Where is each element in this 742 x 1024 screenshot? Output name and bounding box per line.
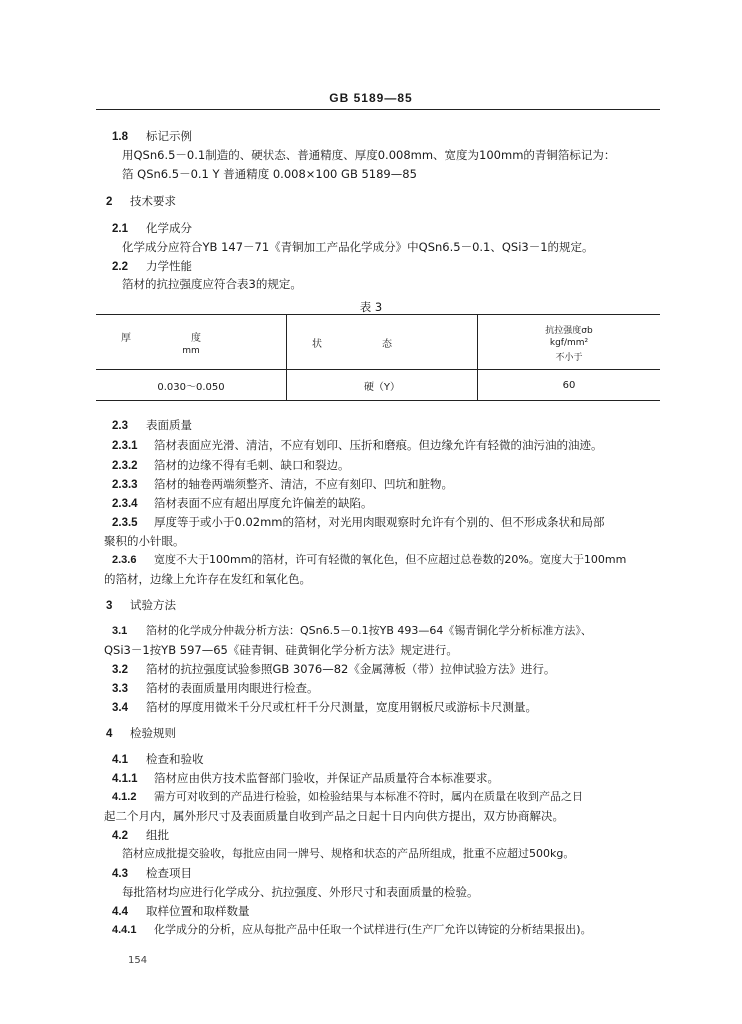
section-4-2-heading: 4.2 组批: [112, 828, 169, 842]
cell-strength: 60: [478, 370, 661, 401]
section-4-1-1: 4.1.1 箔材应由供方技术监督部门验收，并保证产品质量符合本标准要求。: [112, 771, 499, 785]
section-4-4-1: 4.4.1 化学成分的分析，应从每批产品中任取一个试样进行(生产厂允许以铸锭的分析结果报出)。: [112, 923, 592, 936]
section-2-2-heading: 2.2 力学性能: [112, 259, 192, 273]
section-2-2-text: 箔材的抗拉强度应符合表3的规定。: [122, 277, 302, 291]
section-1-8-line1: 用QSn6.5－0.1制造的、硬状态、普通精度、厚度0.008mm、宽度为100mm的青铜箔标记为：: [122, 148, 616, 162]
section-2-3-1: 2.3.1 箔材表面应光滑、清洁，不应有划印、压折和磨痕。但边缘允许有轻微的油污油的油迹。: [112, 438, 603, 452]
section-1-8-line2: 箔 QSn6.5－0.1 Y 普通精度 0.008×100 GB 5189—85: [122, 167, 417, 181]
section-4-1-2: 4.1.2 需方可对收到的产品进行检验，如检验结果与本标准不符时，属内在质量在收到产品之日: [112, 790, 583, 803]
section-3-3: 3.3 箔材的表面质量用肉眼进行检查。: [112, 681, 319, 695]
header-rule: [96, 109, 660, 110]
section-2-3-6-cont: 的箔材，边缘上允许存在发红和氧化色。: [104, 572, 311, 586]
section-2-heading: 2 技术要求: [106, 194, 176, 208]
section-3-1-cont: QSi3－1按YB 597—65《硅青铜、硅黄铜化学分析方法》规定进行。: [104, 643, 458, 657]
section-4-2-text: 箔材应成批提交验收，每批应由同一牌号、规格和状态的产品所组成，批重不应超过500kg。: [122, 847, 575, 860]
section-2-3-2: 2.3.2 箔材的边缘不得有毛刺、缺口和裂边。: [112, 458, 350, 472]
section-3-2: 3.2 箔材的抗拉强度试验参照GB 3076—82《金属薄板（带）拉伸试验方法》进行。: [112, 662, 556, 676]
table-3: [96, 314, 660, 401]
page-number: 154: [128, 955, 148, 966]
section-3-4: 3.4 箔材的厚度用微米千分尺或杠杆千分尺测量，宽度用钢板尺或游标卡尺测量。: [112, 700, 537, 714]
section-2-3-heading: 2.3 表面质量: [112, 418, 192, 432]
section-4-heading: 4 检验规则: [106, 726, 176, 740]
col-thickness-header: 厚度 mm: [96, 315, 287, 370]
section-4-3-heading: 4.3 检查项目: [112, 866, 192, 880]
table-caption: 表 3: [359, 300, 383, 314]
page-header: GB 5189—85: [329, 91, 413, 105]
col-state-header: 状态: [287, 315, 478, 370]
section-2-3-4: 2.3.4 箔材表面不应有超出厚度允许偏差的缺陷。: [112, 496, 373, 510]
section-2-3-6: 2.3.6 宽度不大于100mm的箔材，许可有轻微的氧化色，但不应超过总卷数的20%。宽度大于100mm: [112, 553, 627, 566]
section-4-3-text: 每批箔材均应进行化学成分、抗拉强度、外形尺寸和表面质量的检验。: [122, 885, 479, 899]
section-4-1-heading: 4.1 检查和验收: [112, 752, 204, 766]
section-3-1: 3.1 箔材的化学成分仲裁分析方法：QSn6.5－0.1按YB 493—64《锡青铜化学分析标准方法》、: [112, 624, 592, 637]
section-2-3-3: 2.3.3 箔材的轴卷两端须整齐、清洁，不应有刻印、凹坑和脏物。: [112, 477, 453, 491]
section-4-1-2-cont: 起二个月内，属外形尺寸及表面质量自收到产品之日起十日内向供方提出，双方协商解决。: [104, 809, 564, 823]
col-strength-header: 抗拉强度σb kgf/mm² 不小于: [478, 315, 661, 370]
section-2-3-5: 2.3.5 厚度等于或小于0.02mm的箔材，对光用肉眼观察时允许有个别的、但不形成条状和局部: [112, 515, 605, 529]
section-2-1-heading: 2.1 化学成分: [112, 221, 192, 235]
section-4-4-heading: 4.4 取样位置和取样数量: [112, 904, 250, 918]
section-3-heading: 3 试验方法: [106, 598, 176, 612]
cell-thickness: 0.030～0.050: [157, 381, 225, 393]
section-1-8-heading: 1.8 标记示例: [112, 129, 192, 143]
section-2-1-text: 化学成分应符合YB 147－71《青铜加工产品化学成分》中QSn6.5－0.1、QSi3－1的规定。: [122, 240, 594, 254]
cell-state: 硬（Y）: [287, 370, 478, 401]
section-2-3-5-cont: 聚积的小针眼。: [104, 534, 185, 548]
